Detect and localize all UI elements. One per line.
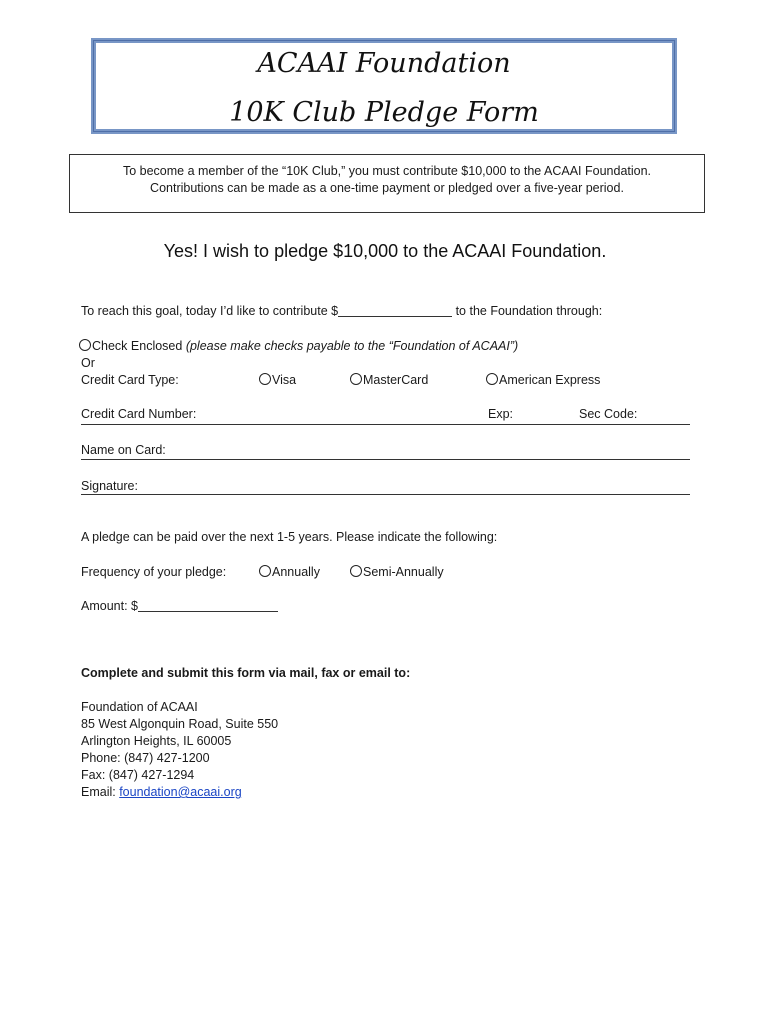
city-state-zip: Arlington Heights, IL 60005 <box>81 734 232 748</box>
intro-line-2: Contributions can be made as a one-time payment or pledged over a five-year period. <box>150 181 624 195</box>
semi-annually-option[interactable] <box>350 565 444 579</box>
name-on-card-label: Name on Card: <box>81 443 166 457</box>
email-link[interactable]: foundation@acaai.org <box>119 785 242 799</box>
title-box <box>91 38 677 134</box>
sec-code-label: Sec Code: <box>579 407 638 421</box>
form-title: ACAAI Foundation <box>257 48 511 79</box>
exp-label: Exp: <box>488 407 514 421</box>
amount-label: Amount: $ <box>81 599 138 613</box>
amex-radio[interactable] <box>486 373 498 385</box>
contribution-suffix: to the Foundation through: <box>455 304 603 318</box>
name-on-card-field[interactable] <box>81 459 690 460</box>
form-subtitle: 10K Club Pledge Form <box>229 97 539 128</box>
signature-label: Signature: <box>81 479 138 493</box>
phone-number: Phone: (847) 427-1200 <box>81 751 210 765</box>
check-note: (please make checks payable to the “Foundation of ACAAI”) <box>185 339 519 353</box>
email-label: Email: <box>81 785 120 799</box>
frequency-label: Frequency of your pledge: <box>81 565 227 579</box>
mastercard-radio[interactable] <box>350 373 362 385</box>
check-enclosed-radio[interactable] <box>79 339 91 351</box>
contribution-amount-field[interactable] <box>338 304 452 317</box>
or-label: Or <box>81 356 95 370</box>
email-row <box>81 784 278 801</box>
visa-option[interactable] <box>259 373 296 387</box>
amex-option[interactable] <box>486 373 600 387</box>
check-enclosed-row <box>79 339 518 353</box>
card-number-field[interactable] <box>81 424 690 425</box>
mastercard-label: MasterCard <box>363 373 429 387</box>
street-address: 85 West Algonquin Road, Suite 550 <box>81 717 279 731</box>
card-number-label: Credit Card Number: <box>81 407 197 421</box>
card-type-label: Credit Card Type: <box>81 373 179 387</box>
pledge-intro: A pledge can be paid over the next 1-5 years. Please indicate the following: <box>81 530 498 544</box>
amex-label: American Express <box>499 373 601 387</box>
submit-heading: Complete and submit this form via mail, fax or email to: <box>81 666 411 680</box>
org-name: Foundation of ACAAI <box>81 700 198 714</box>
signature-field[interactable] <box>81 494 690 495</box>
address-block <box>81 699 278 801</box>
fax-number: Fax: (847) 427-1294 <box>81 768 195 782</box>
contribution-line <box>81 304 602 318</box>
intro-line-1: To become a member of the “10K Club,” you must contribute $10,000 to the ACAAI Foundation. <box>122 164 652 178</box>
mastercard-option[interactable] <box>350 373 428 387</box>
contribution-prefix: To reach this goal, today I’d like to contribute $ <box>81 304 339 318</box>
semi-annually-radio[interactable] <box>350 565 362 577</box>
amount-row <box>81 599 278 613</box>
visa-label: Visa <box>272 373 297 387</box>
annually-option[interactable] <box>259 565 320 579</box>
annually-label: Annually <box>272 565 320 579</box>
semi-annually-label: Semi-Annually <box>363 565 444 579</box>
annually-radio[interactable] <box>259 565 271 577</box>
intro-box <box>69 154 705 213</box>
check-enclosed-label: Check Enclosed <box>92 339 186 353</box>
amount-field[interactable] <box>138 599 278 612</box>
visa-radio[interactable] <box>259 373 271 385</box>
pledge-heading: Yes! I wish to pledge $10,000 to the ACAAI Foundation. <box>163 241 607 261</box>
